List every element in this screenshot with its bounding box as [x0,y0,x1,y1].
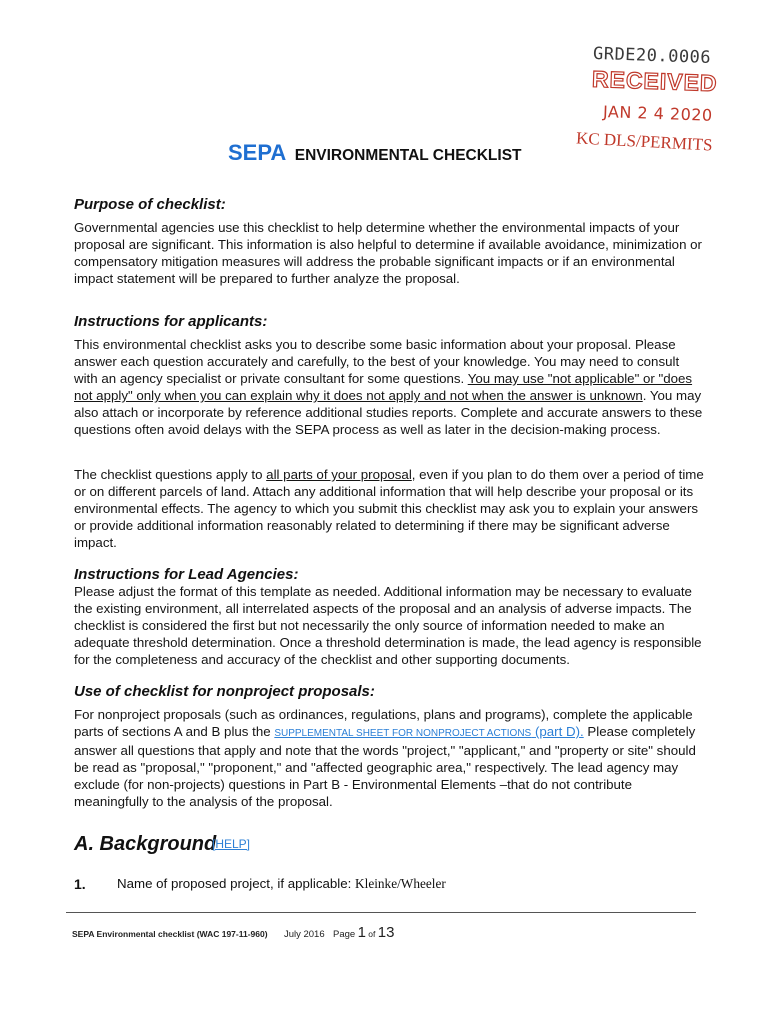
footer-divider [66,912,696,913]
applicants-p1-underlined: You may use "not applicable" or "does not apply" only when you can explain why it does not apply and not when the answer is unknown [74,371,693,403]
received-stamp: RECEIVED [591,65,719,97]
applicants-p1-end: . You may also attach or incorporate by reference additional studies reports. Complete and accurate answers to these questions often avoid delays with the SEPA process as well as later in the decision-making process. [74,388,703,437]
nonproject-text-end: Please completely answer all questions that apply and note that the words "project," "applicant," and "property or site" should be read as "proposal," "proponent," and "affected geographic area," respectively. The lead agency may exclude (for non-projects) questions in Part B - Environmental Elements –that do not contribute meaningfully to the analysis of the proposal. [74,724,696,809]
footer-label: SEPA Environmental checklist (WAC 197-11-960) [72,929,268,939]
checklist-title: ENVIRONMENTAL CHECKLIST [294,147,522,164]
applicants-p2-end: , even if you plan to do them over a period of time or on different parcels of land. Attach any additional information that will help describe your proposal or its environmental effects. The agency to which you submit this checklist may ask you to explain your answers or provide additional information reasonably related to determining if there may be significant adverse impact. [74,467,704,550]
question-1-answer: Kleinke/Wheeler [355,876,446,891]
received-date-stamp: JAN 2 4 2020 [602,102,713,125]
footer-of: of [368,929,376,939]
footer-page-number: 1 [357,924,366,941]
lead-agencies-text: Please adjust the format of this template as needed. Additional information may be necessary to evaluate the existing environment, all interrelated aspects of the proposal and an analysis of adverse impacts. The checklist is considered the first but not necessarily the only source of information needed to make an adequate threshold determination. Once a threshold determination is made, the lead agency is responsible for the completeness and accuracy of the checklist and other supporting documents. [74,584,702,667]
nonproject-text [74,706,706,810]
supplemental-sheet-link[interactable]: SUPPLEMENTAL SHEET FOR NONPROJECT ACTIONS (part D). [274,724,584,739]
footer-date: July 2016 [283,929,325,940]
sepa-title-word: SEPA [228,140,287,165]
footer-page-word: Page [333,929,356,940]
purpose-heading: Purpose of checklist: [74,196,226,213]
applicants-heading: Instructions for applicants: [74,313,268,330]
department-stamp: KC DLS/PERMITS [575,128,713,155]
background-heading: A. Background [74,833,217,855]
applicants-paragraph-1 [74,336,706,438]
lead-agencies-heading: Instructions for Lead Agencies: [74,566,299,583]
applicants-p2-underlined: all parts of your proposal [266,467,412,482]
help-link[interactable]: [HELP] [212,837,251,851]
purpose-text: Governmental agencies use this checklist to help determine whether the environmental impacts of your proposal are significant. This information is also helpful to determine if available avoidance, minimization or compensatory mitigation measures will address the probable significant impacts or if an environmental impact statement will be prepared to further analyze the proposal. [74,220,702,286]
question-1 [117,876,446,892]
question-1-label: Name of proposed project, if applicable: [117,876,356,891]
handwritten-file-number: GRDE20.0006 [592,43,712,69]
footer-page-total: 13 [377,924,395,941]
applicants-p2-start: The checklist questions apply to [74,467,267,482]
applicants-p1-start: This environmental checklist asks you to describe some basic information about your proposal. Please answer each question accurately and carefully, to the best of your knowledge. You may need to consult with an agency specialist or private consultant for some questions. [74,337,680,386]
nonproject-heading: Use of checklist for nonproject proposals: [74,683,375,700]
page-footer [72,924,394,941]
applicants-paragraph-2 [74,466,706,551]
question-number: 1. [74,876,86,892]
nonproject-text-start: For nonproject proposals (such as ordinances, regulations, plans and programs), complete the applicable parts of sections A and B plus the [74,707,693,739]
page-title [228,140,522,166]
